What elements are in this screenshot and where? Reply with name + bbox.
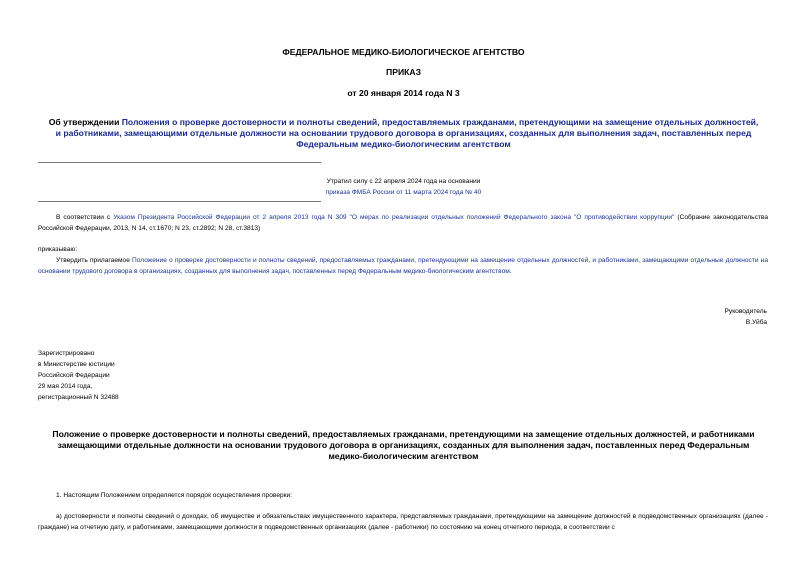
order-text: Утвердить прилагаемое <box>56 257 133 264</box>
prikazyvayu: приказываю: <box>38 246 78 253</box>
registration-block <box>38 348 119 403</box>
section-title-line1: Положение о проверке достоверности и полноты сведений, предоставляемых гражданами, претендующими на замещение отдельных должностей, и работниками <box>52 429 755 439</box>
title-link-line2[interactable]: и работниками, замещающими отдельные должности на основании трудового договора в организациях, созданных для выполнения задач, поставленных перед <box>55 128 752 138</box>
section-title <box>0 429 807 462</box>
doc-type: ПРИКАЗ <box>386 67 421 77</box>
agency-name: ФЕДЕРАЛЬНОЕ МЕДИКО-БИОЛОГИЧЕСКОЕ АГЕНТСТВО <box>282 47 525 57</box>
registration-line1: Зарегистрировано <box>38 350 95 357</box>
document-title <box>0 117 807 150</box>
section-title-line2: замещающими отдельные должности на основании трудового договора в организациях, созданных для выполнения задач, поставленных перед Федеральным <box>57 440 750 450</box>
signature-block <box>725 306 767 328</box>
preamble-link[interactable]: Указом Президента Российской Федерации от 2 апреля 2013 года N 309 "О мерах по реализации отдельных положений Федерального закона "О противодействии коррупции" <box>113 214 675 221</box>
title-link-line1[interactable]: Положения о проверке достоверности и полноты сведений, предоставляемых гражданами, претендующими на замещение отдельных должностей, <box>121 117 759 127</box>
registration-line3: Российской Федерации <box>38 372 110 379</box>
title-prefix: Об утверждении <box>48 117 122 127</box>
order-link[interactable]: Положение о проверке достоверности и полноты сведений, предоставляемых гражданами, претендующими на замещение отдельных должностей, и работниками, замещающими отдельные должности на основании трудового договора в организациях, созданных для выполнения задач, поставленных перед Федеральным медико-биологическим агентством. <box>38 257 768 275</box>
order-paragraph <box>38 255 768 277</box>
divider-bottom <box>38 201 321 202</box>
signature-position: Руководитель <box>724 308 767 315</box>
divider-top <box>38 162 321 163</box>
preamble-paragraph <box>38 212 768 234</box>
body-paragraph-2: а) достоверности и полноты сведений о доходах, об имуществе и обязательствах имущественного характера, представляемых гражданами, претендующими на замещение должностей в подведомственных организациях (далее - граждане) на отчетную дату, и работниками, замещающими должности в подведомственных организациях (далее - работники) по состоянию на конец отчетного периода, в соответствии с <box>38 513 768 531</box>
title-link-line3[interactable]: Федеральным медико-биологическим агентством <box>296 139 511 149</box>
signature-name: В.Уйба <box>745 319 767 326</box>
preamble-text: В соответствии с <box>56 214 114 221</box>
body-paragraph-1: 1. Настоящим Положением определяется порядок осуществления проверки: <box>56 492 293 499</box>
status-line: Утратил силу с 22 апреля 2024 года на основании <box>326 178 481 185</box>
registration-line5: регистрационный N 32488 <box>38 394 119 401</box>
status-note <box>0 176 807 198</box>
status-link[interactable]: приказа ФМБА России от 11 марта 2024 года № 40 <box>325 189 482 196</box>
section-title-line3: медико-биологическим агентством <box>328 451 479 461</box>
doc-date: от 20 января 2014 года N 3 <box>347 88 460 98</box>
registration-line4: 29 мая 2014 года, <box>38 383 93 390</box>
registration-line2: в Министерстве юстиции <box>38 361 115 368</box>
preamble-text-tail: (Собрание законодательства Российской Федерации, 2013, N 14, ст.1670; N 23, ст.2892; N 28, ст.3813) <box>38 214 769 232</box>
